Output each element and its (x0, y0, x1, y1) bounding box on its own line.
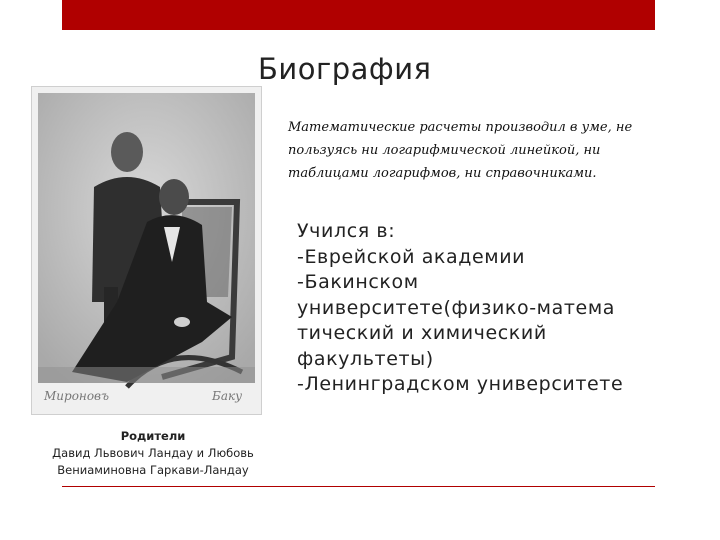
caption-title: Родители (120, 429, 186, 443)
education-line: тический и химический (297, 322, 547, 344)
education-line: -Еврейской академии (297, 245, 526, 268)
education-line: факультеты) (297, 347, 434, 370)
education-line: университете(физико-матема (297, 296, 615, 319)
math-quote (288, 116, 668, 185)
slide-title: Биография (258, 52, 432, 86)
quote-line: пользуясь ни логарифмической линейкой, ни (288, 143, 601, 158)
quote-line: Математические расчеты производил в уме, не (288, 120, 633, 135)
education-heading: Учился в: (297, 220, 396, 242)
caption-line: Вениаминовна Гаркави-Ландау (57, 463, 249, 477)
caption-line: Давид Львович Ландау и Любовь (52, 446, 254, 460)
quote-line: таблицами логарифмов, ни справочниками. (288, 166, 597, 181)
bottom-divider (62, 486, 655, 487)
top-accent-bar (62, 0, 655, 30)
education-list (297, 219, 697, 398)
photo-caption (30, 428, 276, 479)
education-line: -Бакинском (297, 271, 419, 293)
education-line: -Ленинградском университете (297, 373, 624, 395)
photo-signature-right: Баку (212, 389, 243, 403)
photo-signature-left: Мироновъ (44, 389, 110, 403)
parents-photo (31, 86, 262, 415)
